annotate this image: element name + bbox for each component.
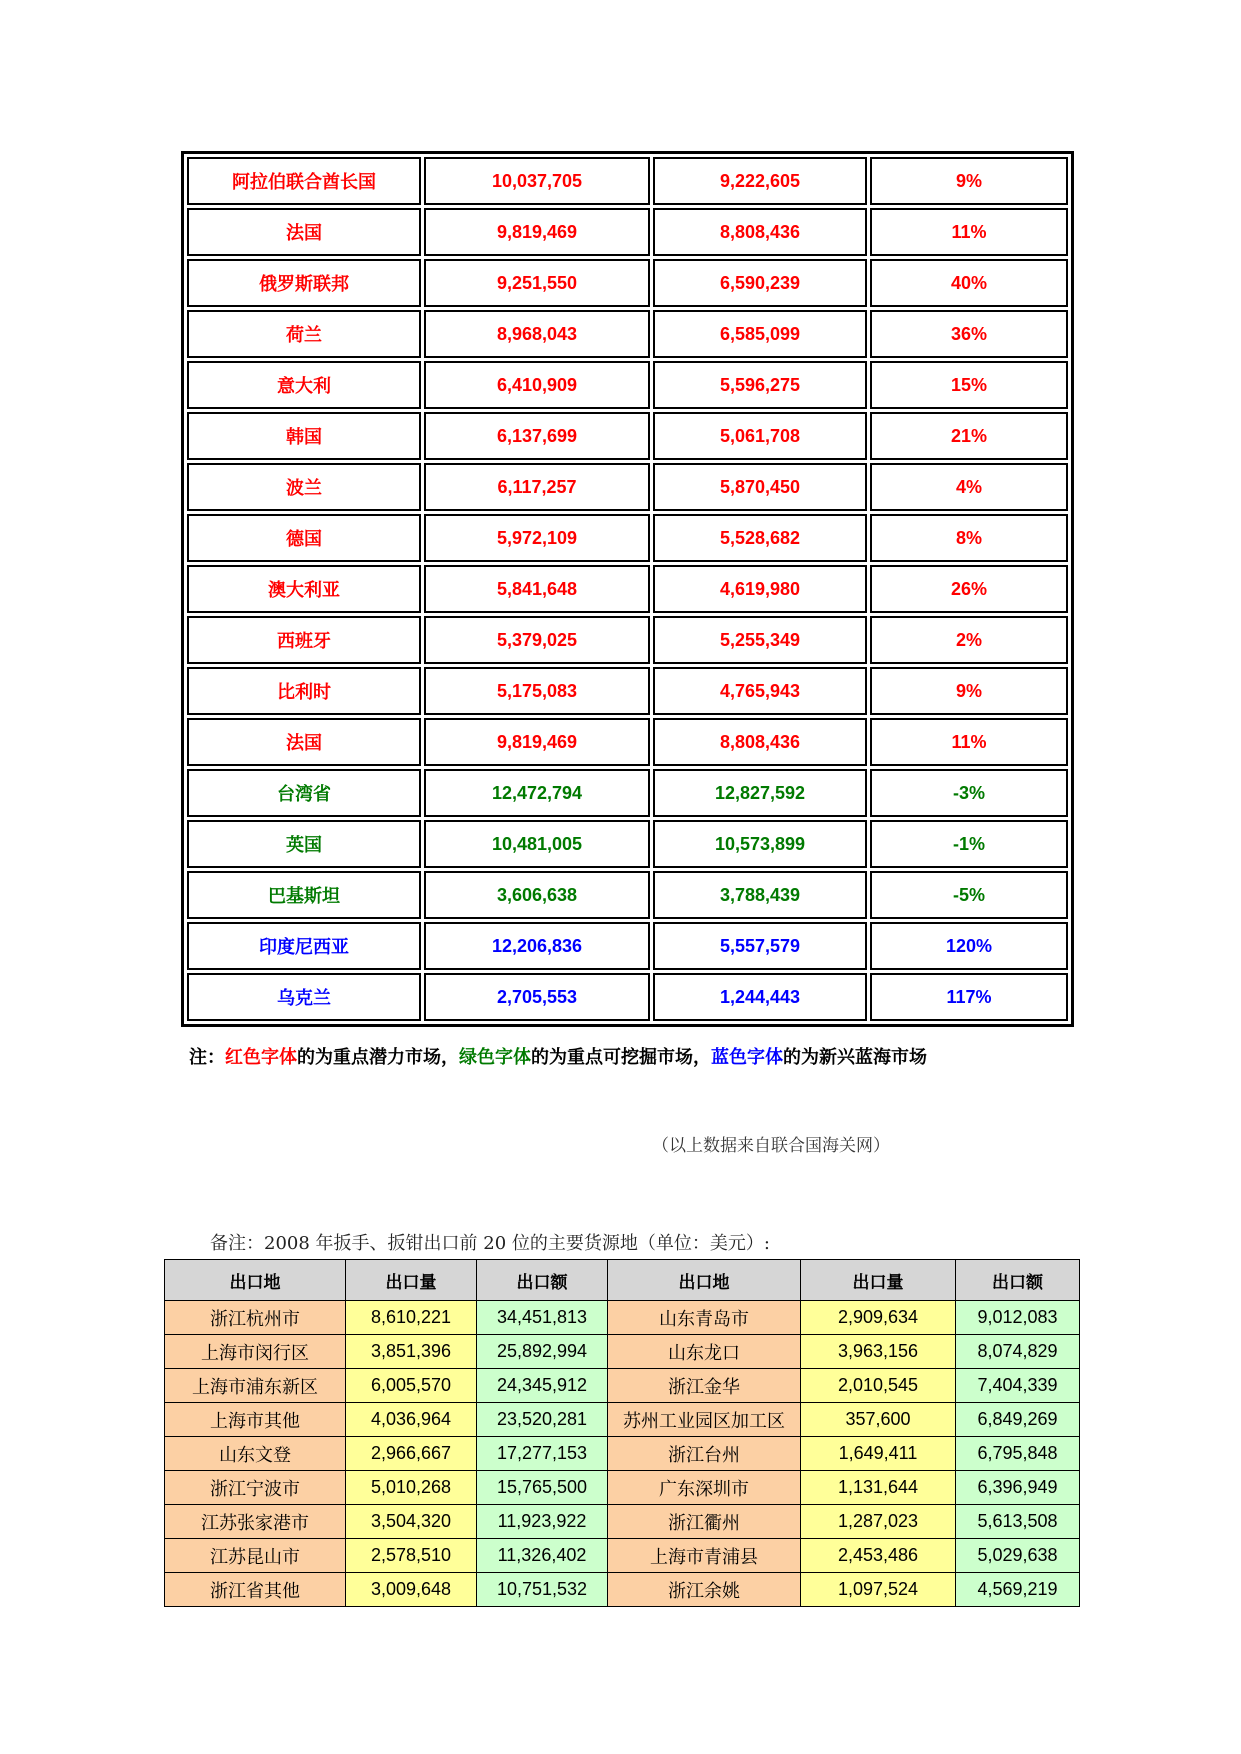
table-row — [165, 1369, 1080, 1403]
percent-cell: 26% — [870, 565, 1068, 613]
amount-cell: 34,451,813 — [477, 1301, 608, 1335]
amount-cell: 17,277,153 — [477, 1437, 608, 1471]
country-cell: 法国 — [187, 718, 421, 766]
amount-cell: 6,849,269 — [956, 1403, 1080, 1437]
origin-cell: 浙江衢州 — [608, 1505, 801, 1539]
quantity-cell: 3,963,156 — [801, 1335, 956, 1369]
percent-cell: 9% — [870, 157, 1068, 205]
origin-header: 出口地 — [608, 1260, 801, 1301]
value-cell: 6,590,239 — [653, 259, 867, 307]
value-cell: 5,255,349 — [653, 616, 867, 664]
value-cell: 10,481,005 — [424, 820, 650, 868]
origin-cell: 浙江金华 — [608, 1369, 801, 1403]
country-cell: 意大利 — [187, 361, 421, 409]
country-cell: 阿拉伯联合酋长国 — [187, 157, 421, 205]
value-cell: 9,819,469 — [424, 208, 650, 256]
table-row — [165, 1437, 1080, 1471]
quantity-header: 出口量 — [801, 1260, 956, 1301]
table-row — [187, 412, 1068, 460]
percent-cell: 120% — [870, 922, 1068, 970]
country-cell: 台湾省 — [187, 769, 421, 817]
supply-source-table-head — [165, 1260, 1080, 1301]
quantity-header: 出口量 — [346, 1260, 477, 1301]
value-cell: 12,827,592 — [653, 769, 867, 817]
legend-blue-label: 蓝色字体 — [711, 1047, 783, 1068]
value-cell: 4,765,943 — [653, 667, 867, 715]
country-cell: 荷兰 — [187, 310, 421, 358]
value-cell: 5,061,708 — [653, 412, 867, 460]
table-row — [187, 514, 1068, 562]
value-cell: 1,244,443 — [653, 973, 867, 1021]
export-market-table-body — [187, 157, 1068, 1021]
value-cell: 5,379,025 — [424, 616, 650, 664]
quantity-cell: 1,131,644 — [801, 1471, 956, 1505]
quantity-cell: 2,453,486 — [801, 1539, 956, 1573]
table-row — [187, 157, 1068, 205]
value-cell: 5,596,275 — [653, 361, 867, 409]
value-cell: 5,972,109 — [424, 514, 650, 562]
country-cell: 澳大利亚 — [187, 565, 421, 613]
table-row — [165, 1505, 1080, 1539]
supply-source-table-body — [165, 1301, 1080, 1607]
value-cell: 8,808,436 — [653, 718, 867, 766]
origin-cell: 浙江省其他 — [165, 1573, 346, 1607]
export-market-table — [181, 151, 1074, 1027]
origin-cell: 广东深圳市 — [608, 1471, 801, 1505]
origin-cell: 江苏昆山市 — [165, 1539, 346, 1573]
table-row — [187, 667, 1068, 715]
origin-cell: 山东文登 — [165, 1437, 346, 1471]
quantity-cell: 3,851,396 — [346, 1335, 477, 1369]
table-row — [187, 616, 1068, 664]
value-cell: 6,137,699 — [424, 412, 650, 460]
country-cell: 印度尼西亚 — [187, 922, 421, 970]
amount-cell: 11,326,402 — [477, 1539, 608, 1573]
header-row — [165, 1260, 1080, 1301]
origin-cell: 浙江宁波市 — [165, 1471, 346, 1505]
bottom-table-caption: 备注：2008 年扳手、扳钳出口前 20 位的主要货源地（单位：美元）: — [210, 1233, 770, 1254]
value-cell: 2,705,553 — [424, 973, 650, 1021]
value-cell: 8,968,043 — [424, 310, 650, 358]
percent-cell: 21% — [870, 412, 1068, 460]
table-row — [187, 463, 1068, 511]
legend-note — [189, 1043, 927, 1069]
country-cell: 法国 — [187, 208, 421, 256]
quantity-cell: 4,036,964 — [346, 1403, 477, 1437]
origin-cell: 上海市其他 — [165, 1403, 346, 1437]
amount-header: 出口额 — [956, 1260, 1080, 1301]
percent-cell: 36% — [870, 310, 1068, 358]
percent-cell: 2% — [870, 616, 1068, 664]
amount-header: 出口额 — [477, 1260, 608, 1301]
table-row — [165, 1301, 1080, 1335]
table-row — [187, 871, 1068, 919]
origin-cell: 江苏张家港市 — [165, 1505, 346, 1539]
origin-cell: 山东青岛市 — [608, 1301, 801, 1335]
quantity-cell: 1,097,524 — [801, 1573, 956, 1607]
table-row — [187, 208, 1068, 256]
value-cell: 5,557,579 — [653, 922, 867, 970]
value-cell: 3,788,439 — [653, 871, 867, 919]
value-cell: 3,606,638 — [424, 871, 650, 919]
amount-cell: 8,074,829 — [956, 1335, 1080, 1369]
table-row — [187, 310, 1068, 358]
origin-header: 出口地 — [165, 1260, 346, 1301]
amount-cell: 5,029,638 — [956, 1539, 1080, 1573]
value-cell: 5,870,450 — [653, 463, 867, 511]
origin-cell: 浙江杭州市 — [165, 1301, 346, 1335]
legend-red-desc: 的为重点潜力市场， — [297, 1047, 459, 1068]
legend-green-desc: 的为重点可挖掘市场， — [531, 1047, 711, 1068]
value-cell: 6,410,909 — [424, 361, 650, 409]
amount-cell: 11,923,922 — [477, 1505, 608, 1539]
value-cell: 8,808,436 — [653, 208, 867, 256]
value-cell: 10,037,705 — [424, 157, 650, 205]
value-cell: 5,175,083 — [424, 667, 650, 715]
percent-cell: 40% — [870, 259, 1068, 307]
table-row — [187, 769, 1068, 817]
value-cell: 4,619,980 — [653, 565, 867, 613]
quantity-cell: 2,909,634 — [801, 1301, 956, 1335]
amount-cell: 10,751,532 — [477, 1573, 608, 1607]
origin-cell: 山东龙口 — [608, 1335, 801, 1369]
country-cell: 比利时 — [187, 667, 421, 715]
percent-cell: 9% — [870, 667, 1068, 715]
value-cell: 6,585,099 — [653, 310, 867, 358]
legend-blue-desc: 的为新兴蓝海市场 — [783, 1047, 927, 1068]
percent-cell: 11% — [870, 718, 1068, 766]
country-cell: 德国 — [187, 514, 421, 562]
source-note: （以上数据来自联合国海关网） — [652, 1136, 890, 1156]
amount-cell: 15,765,500 — [477, 1471, 608, 1505]
supply-source-table — [164, 1259, 1080, 1607]
quantity-cell: 6,005,570 — [346, 1369, 477, 1403]
quantity-cell: 2,966,667 — [346, 1437, 477, 1471]
quantity-cell: 5,010,268 — [346, 1471, 477, 1505]
percent-cell: 4% — [870, 463, 1068, 511]
amount-cell: 24,345,912 — [477, 1369, 608, 1403]
country-cell: 俄罗斯联邦 — [187, 259, 421, 307]
origin-cell: 上海市青浦县 — [608, 1539, 801, 1573]
origin-cell: 浙江台州 — [608, 1437, 801, 1471]
table-row — [165, 1539, 1080, 1573]
table-row — [165, 1335, 1080, 1369]
origin-cell: 上海市浦东新区 — [165, 1369, 346, 1403]
value-cell: 12,206,836 — [424, 922, 650, 970]
quantity-cell: 357,600 — [801, 1403, 956, 1437]
percent-cell: 8% — [870, 514, 1068, 562]
percent-cell: -1% — [870, 820, 1068, 868]
value-cell: 6,117,257 — [424, 463, 650, 511]
table-row — [187, 922, 1068, 970]
country-cell: 波兰 — [187, 463, 421, 511]
amount-cell: 4,569,219 — [956, 1573, 1080, 1607]
amount-cell: 6,396,949 — [956, 1471, 1080, 1505]
table-row — [187, 973, 1068, 1021]
country-cell: 英国 — [187, 820, 421, 868]
amount-cell: 6,795,848 — [956, 1437, 1080, 1471]
amount-cell: 9,012,083 — [956, 1301, 1080, 1335]
percent-cell: 11% — [870, 208, 1068, 256]
quantity-cell: 2,010,545 — [801, 1369, 956, 1403]
amount-cell: 5,613,508 — [956, 1505, 1080, 1539]
origin-cell: 浙江余姚 — [608, 1573, 801, 1607]
amount-cell: 23,520,281 — [477, 1403, 608, 1437]
table-row — [187, 361, 1068, 409]
table-row — [187, 565, 1068, 613]
percent-cell: 117% — [870, 973, 1068, 1021]
legend-red-label: 红色字体 — [225, 1047, 297, 1068]
table-row — [187, 259, 1068, 307]
percent-cell: -3% — [870, 769, 1068, 817]
value-cell: 5,528,682 — [653, 514, 867, 562]
country-cell: 乌克兰 — [187, 973, 421, 1021]
quantity-cell: 3,504,320 — [346, 1505, 477, 1539]
quantity-cell: 8,610,221 — [346, 1301, 477, 1335]
value-cell: 9,251,550 — [424, 259, 650, 307]
table-row — [165, 1403, 1080, 1437]
quantity-cell: 1,287,023 — [801, 1505, 956, 1539]
country-cell: 巴基斯坦 — [187, 871, 421, 919]
origin-cell: 苏州工业园区加工区 — [608, 1403, 801, 1437]
value-cell: 10,573,899 — [653, 820, 867, 868]
country-cell: 韩国 — [187, 412, 421, 460]
quantity-cell: 1,649,411 — [801, 1437, 956, 1471]
table-row — [165, 1471, 1080, 1505]
value-cell: 12,472,794 — [424, 769, 650, 817]
table-row — [187, 718, 1068, 766]
value-cell: 5,841,648 — [424, 565, 650, 613]
quantity-cell: 3,009,648 — [346, 1573, 477, 1607]
quantity-cell: 2,578,510 — [346, 1539, 477, 1573]
legend-green-label: 绿色字体 — [459, 1047, 531, 1068]
amount-cell: 7,404,339 — [956, 1369, 1080, 1403]
country-cell: 西班牙 — [187, 616, 421, 664]
table-row — [165, 1573, 1080, 1607]
value-cell: 9,222,605 — [653, 157, 867, 205]
origin-cell: 上海市闵行区 — [165, 1335, 346, 1369]
percent-cell: -5% — [870, 871, 1068, 919]
legend-prefix: 注： — [189, 1047, 225, 1068]
percent-cell: 15% — [870, 361, 1068, 409]
amount-cell: 25,892,994 — [477, 1335, 608, 1369]
value-cell: 9,819,469 — [424, 718, 650, 766]
table-row — [187, 820, 1068, 868]
